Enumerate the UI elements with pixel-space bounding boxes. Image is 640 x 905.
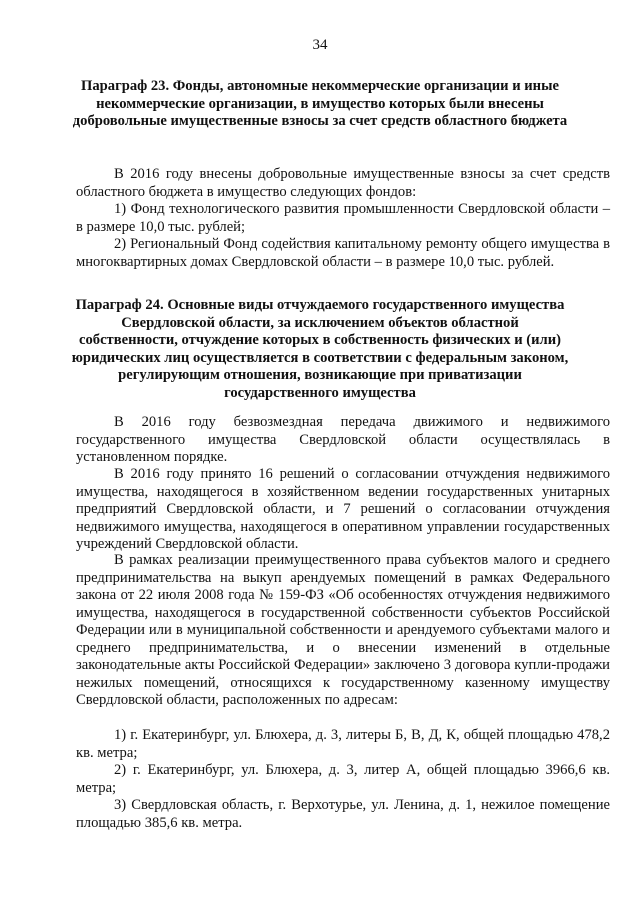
section-24-address-1: 1) г. Екатеринбург, ул. Блюхера, д. 3, литеры Б, В, Д, К, общей площадью 478,2 кв. метра; (76, 727, 610, 761)
section-23-title: Параграф 23. Фонды, автономные некоммерческие организации и иные некоммерческие организации, в имущество которых были внесены добровольные имущественные взносы за счет средств областного бюджета (72, 78, 568, 129)
section-23-list-item-2: 2) Региональный Фонд содействия капитальному ремонту общего имущества в многоквартирных домах Свердловской области – в размере 10,0 тыс. рублей. (76, 236, 610, 270)
section-24-title: Параграф 24. Основные виды отчуждаемого государственного имущества Свердловской области, за исключением объектов областной собственности, отчуждение которых в собственность физических и (или) юридических лиц осуществляется в соответствии с федеральным законом, регулирующим отношения, возникающие при приватизации государственного имущества (71, 297, 569, 401)
section-23-paragraph-intro: В 2016 году внесены добровольные имущественные взносы за счет средств областного бюджета в имущество следующих фондов: (76, 166, 610, 200)
section-24-address-3: 3) Свердловская область, г. Верхотурье, ул. Ленина, д. 1, нежилое помещение площадью 385,6 кв. метра. (76, 797, 610, 831)
page-number: 34 (312, 37, 328, 53)
section-24-address-2: 2) г. Екатеринбург, ул. Блюхера, д. 3, литер А, общей площадью 3966,6 кв. метра; (76, 762, 610, 796)
section-24-paragraph-3: В рамках реализации преимущественного права субъектов малого и среднего предпринимательства на выкуп арендуемых помещений в рамках Федерального закона от 22 июля 2008 года № 159-ФЗ «Об особенностях отчуждения недвижимого имущества, находящегося в государственной собственности субъектов Российской Федерации или в муниципальной собственности и арендуемого субъектами малого и среднего предпринимательства, и о внесении изменений в отдельные законодательные акты Российской Федерации» заключено 3 договора купли-продажи нежилых помещений, относящихся к государственному казенному имуществу Свердловской области, расположенных по адресам: (76, 552, 610, 708)
section-23-list-item-1: 1) Фонд технологического развития промышленности Свердловской области – в размере 10,0 тыс. рублей; (76, 201, 610, 235)
section-24-paragraph-1: В 2016 году безвозмездная передача движимого и недвижимого государственного имущества Свердловской области осуществлялась в установленном порядке. (76, 414, 610, 465)
section-24-paragraph-2: В 2016 году принято 16 решений о согласовании отчуждения недвижимого имущества, находящегося в хозяйственном ведении государственных унитарных предприятий Свердловской области, и 7 решений о согласовании отчуждения недвижимого имущества, находящегося в оперативном управлении государственных учреждений Свердловской области. (76, 466, 610, 552)
